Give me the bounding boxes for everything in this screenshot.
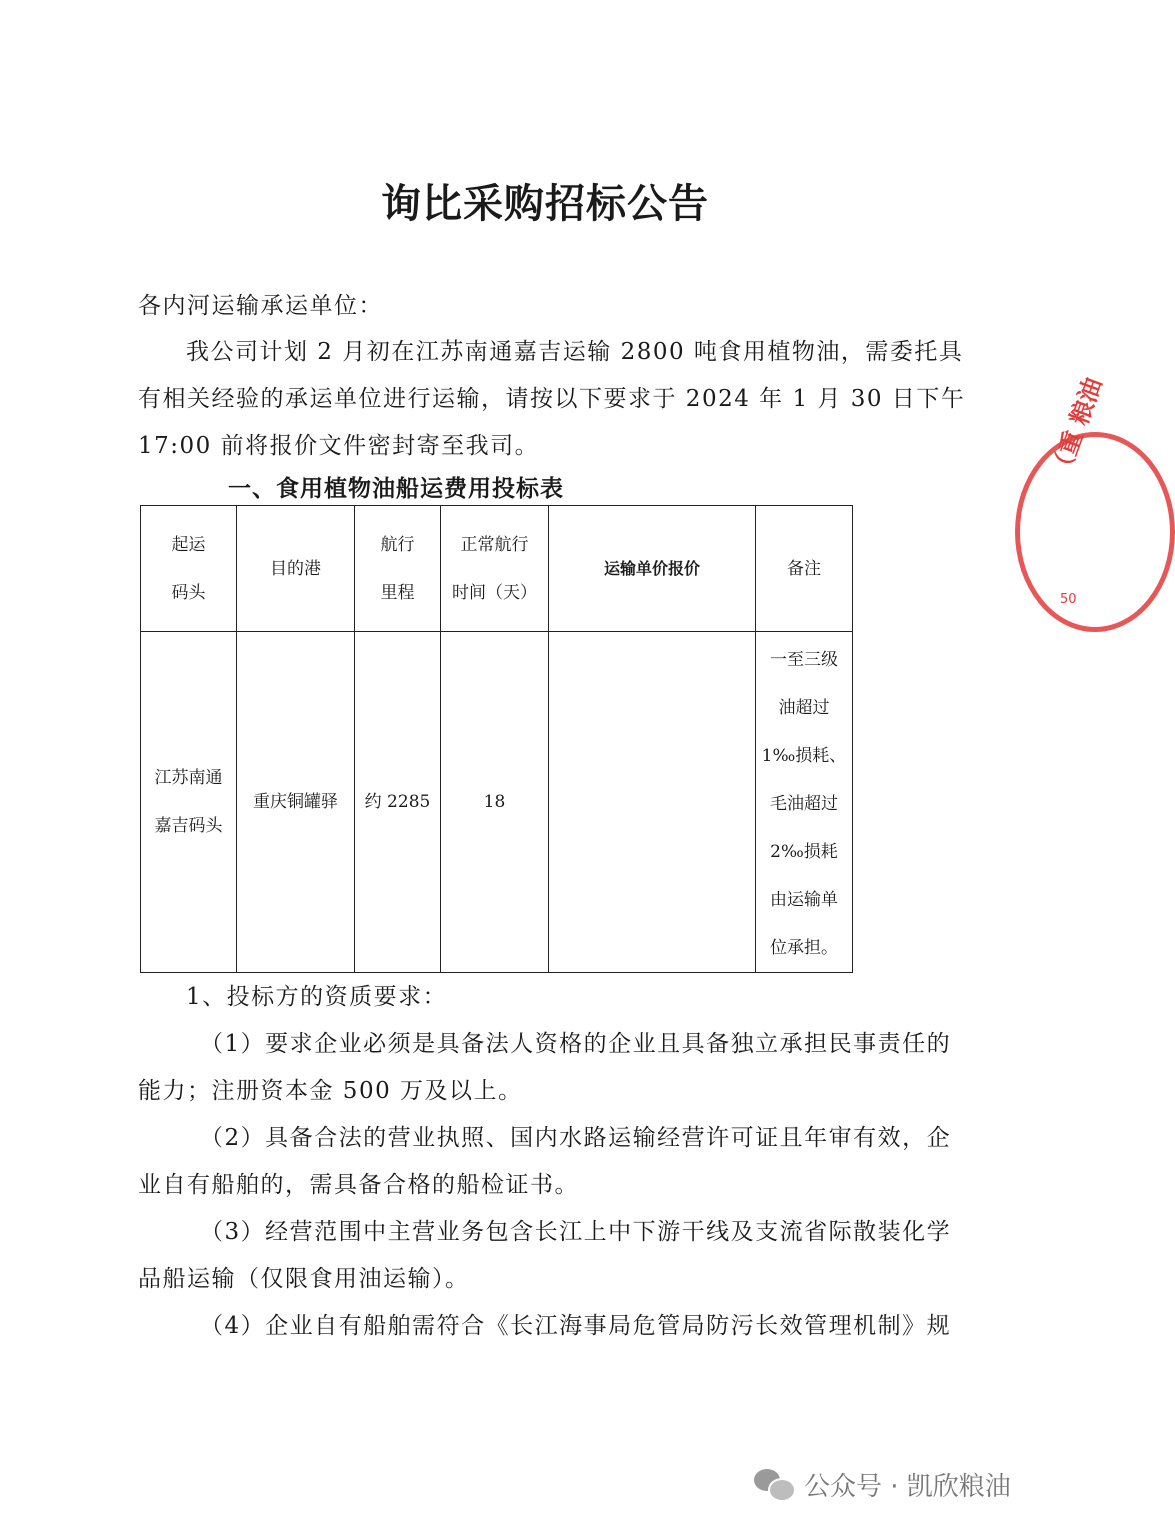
cell-destination: 重庆铜罐驿 [237, 632, 355, 973]
header-origin: 起运 码头 [141, 506, 237, 632]
company-seal-number: 50 [1060, 592, 1077, 607]
requirement-3-line-2: 品船运输（仅限食用油运输）。 [138, 1266, 470, 1292]
header-distance: 航行 里程 [355, 506, 441, 632]
header-unit-price: 运输单价报价 [549, 506, 756, 632]
intro-line-2: 有相关经验的承运单位进行运输，请按以下要求于 2024 年 1 月 30 日下午 [138, 386, 966, 412]
cell-distance: 约 2285 [355, 632, 441, 973]
company-seal-text: （重 粮油 [1045, 373, 1108, 482]
requirement-2-line-1: （2）具备合法的营业执照、国内水路运输经营许可证且年审有效，企 [200, 1125, 952, 1151]
section-title-bid-table: 一、食用植物油船运费用投标表 [228, 476, 564, 502]
cell-origin: 江苏南通 嘉吉码头 [141, 632, 237, 973]
requirement-4-line-1: （4）企业自有船舶需符合《长江海事局危管局防污长效管理机制》规 [200, 1313, 952, 1339]
header-sail-time: 正常航行 时间（天） [441, 506, 549, 632]
table-row [141, 632, 853, 973]
note-line: 油超过 [778, 698, 830, 718]
note-line: 一至三级 [770, 650, 838, 670]
note-line: 位承担。 [770, 938, 838, 958]
note-line: 1‰损耗、 [761, 746, 847, 766]
cell-note [756, 632, 853, 973]
requirements-heading: 1、投标方的资质要求： [186, 984, 448, 1010]
requirement-3-line-1: （3）经营范围中主营业务包含长江上中下游干线及支流省际散装化学 [200, 1219, 952, 1245]
intro-line-3: 17:00 前将报价文件密封寄至我司。 [138, 433, 540, 459]
header-note: 备注 [756, 506, 853, 632]
bid-table [140, 505, 853, 973]
page-title: 询比采购招标公告 [381, 181, 709, 227]
watermark-text: 公众号 · 凯欣粮油 [804, 1471, 1011, 1502]
note-line: 2‰损耗 [770, 842, 838, 862]
wechat-icon [754, 1467, 794, 1501]
table-header-row [141, 506, 853, 632]
cell-unit-price[interactable] [549, 632, 756, 973]
requirement-1-line-1: （1）要求企业必须是具备法人资格的企业且具备独立承担民事责任的 [200, 1031, 952, 1057]
salutation: 各内河运输承运单位： [138, 293, 383, 319]
note-line: 由运输单 [770, 890, 838, 910]
note-line: 毛油超过 [770, 794, 838, 814]
header-destination: 目的港 [237, 506, 355, 632]
requirement-1-line-2: 能力；注册资本金 500 万及以上。 [138, 1078, 523, 1104]
requirement-2-line-2: 业自有船舶的，需具备合格的船检证书。 [138, 1172, 579, 1198]
company-seal [1015, 432, 1175, 632]
cell-sail-time: 18 [441, 632, 549, 973]
wechat-watermark [754, 1460, 1011, 1508]
intro-line-1: 我公司计划 2 月初在江苏南通嘉吉运输 2800 吨食用植物油，需委托具 [186, 339, 964, 365]
